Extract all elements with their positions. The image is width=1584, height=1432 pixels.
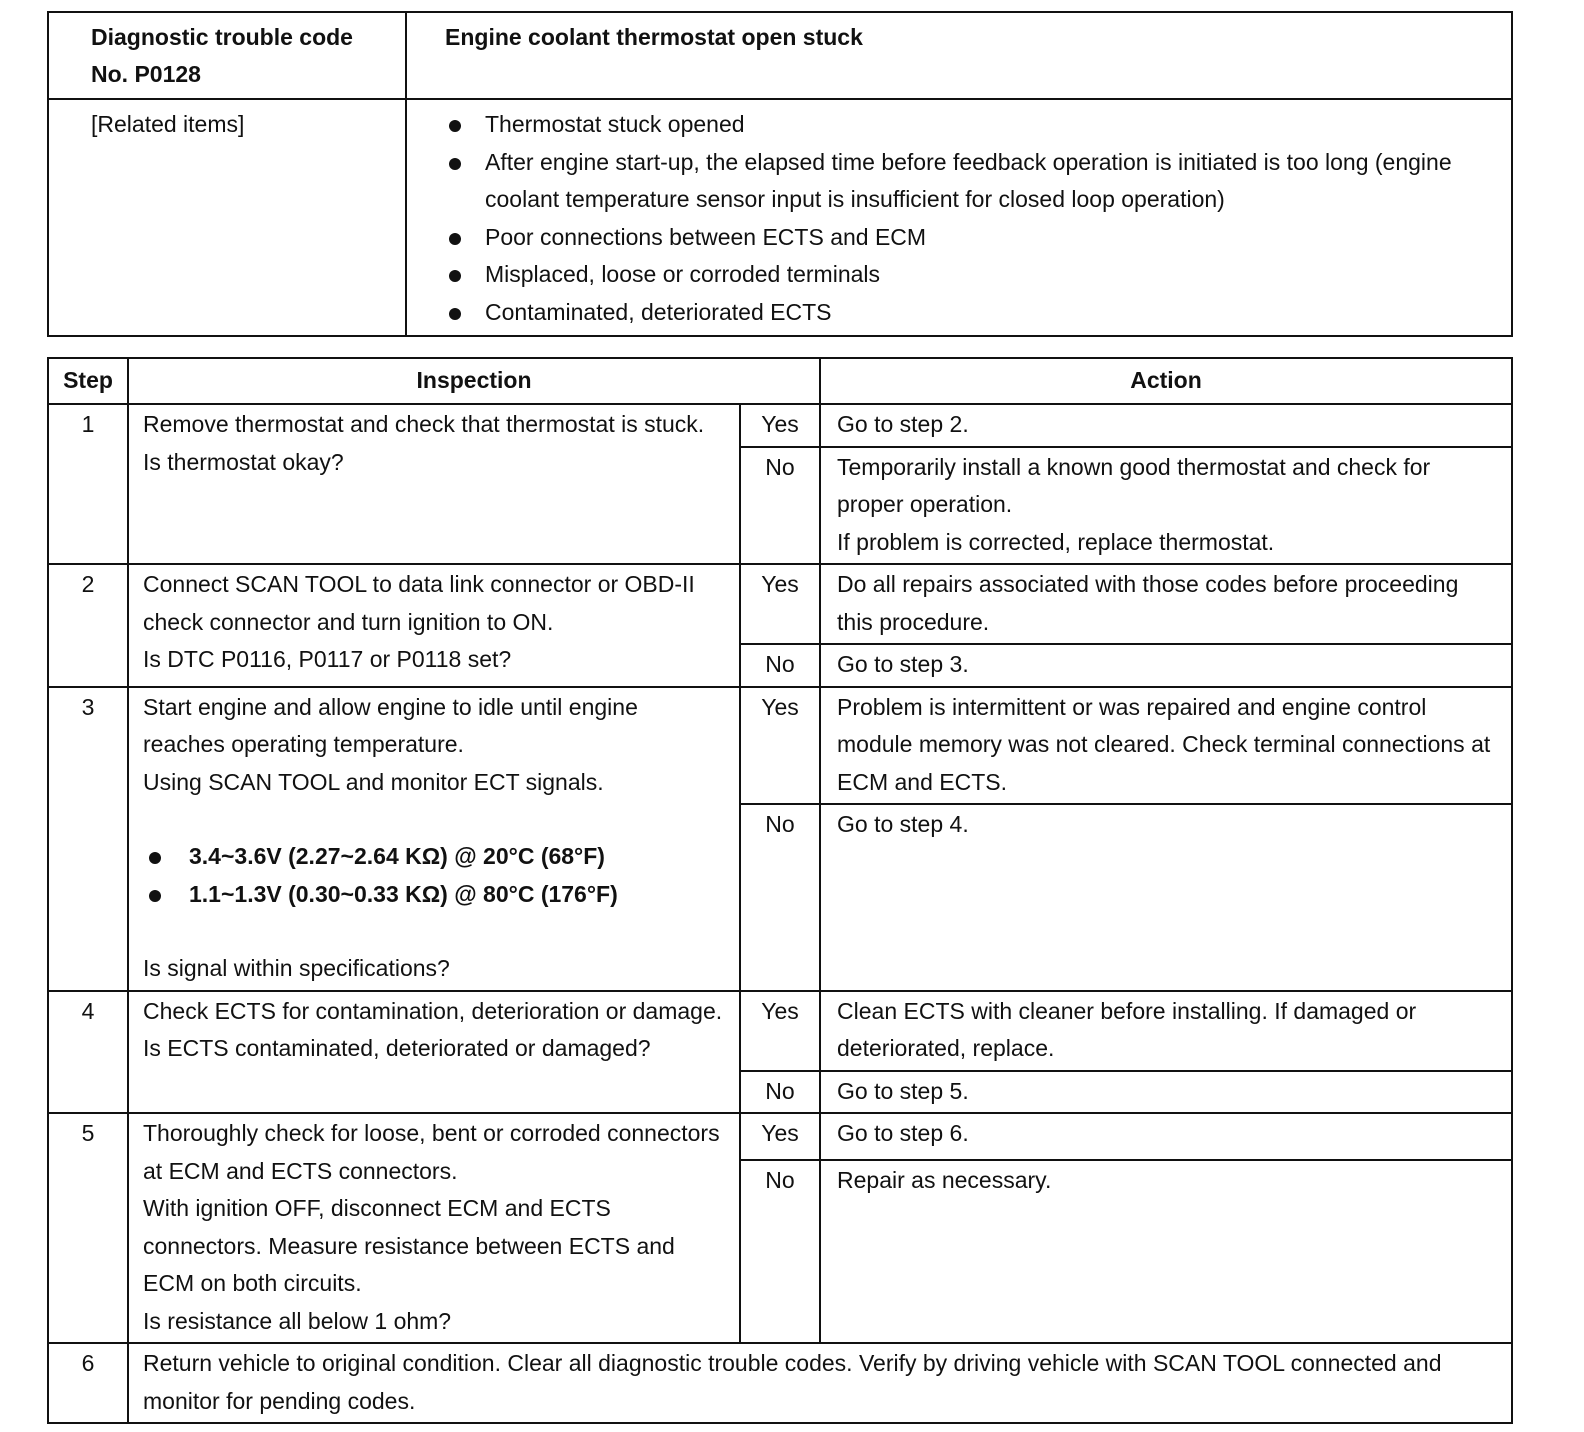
no-label: No bbox=[740, 1160, 820, 1343]
no-label: No bbox=[740, 804, 820, 991]
inspection-question: Is DTC P0116, P0117 or P0118 set? bbox=[143, 646, 512, 672]
no-action: Go to step 4. bbox=[820, 804, 1512, 991]
yes-action: Clean ECTS with cleaner before installing. If damaged or deteriorated, replace. bbox=[820, 991, 1512, 1071]
related-item: After engine start-up, the elapsed time before feedback operation is initiated is too long (engine coolant temperature sensor input is insufficient for closed loop operation) bbox=[445, 144, 1501, 219]
dtc-code-cell bbox=[48, 12, 406, 99]
related-item: Poor connections between ECTS and ECM bbox=[445, 219, 1501, 257]
spec-item: 1.1~1.3V (0.30~0.33 KΩ) @ 80°C (176°F) bbox=[143, 876, 725, 914]
step-inspection bbox=[128, 1113, 740, 1343]
dtc-label-line2: No. P0128 bbox=[91, 61, 201, 87]
step-number: 3 bbox=[48, 687, 128, 991]
no-action: Go to step 5. bbox=[820, 1071, 1512, 1114]
no-action bbox=[820, 447, 1512, 565]
yes-label: Yes bbox=[740, 991, 820, 1071]
related-item: Thermostat stuck opened bbox=[445, 106, 1501, 144]
dtc-label-line1: Diagnostic trouble code bbox=[91, 24, 353, 50]
step-row bbox=[48, 564, 1512, 644]
related-item: Contaminated, deteriorated ECTS bbox=[445, 294, 1501, 332]
yes-action: Do all repairs associated with those codes before proceeding this procedure. bbox=[820, 564, 1512, 644]
related-items-cell bbox=[406, 99, 1512, 336]
inspection-text: Remove thermostat and check that thermostat is stuck. bbox=[143, 411, 705, 437]
no-label: No bbox=[740, 1071, 820, 1114]
inspection-text: Connect SCAN TOOL to data link connector or OBD-II check connector and turn ignition to ON. bbox=[143, 571, 695, 635]
step-inspection bbox=[128, 564, 740, 687]
no-action: Go to step 3. bbox=[820, 644, 1512, 687]
related-item: Misplaced, loose or corroded terminals bbox=[445, 256, 1501, 294]
spec-list bbox=[143, 838, 725, 913]
step-number: 1 bbox=[48, 404, 128, 564]
step-number: 5 bbox=[48, 1113, 128, 1343]
yes-action: Problem is intermittent or was repaired and engine control module memory was not cleared. Check terminal connections at ECM and ECTS. bbox=[820, 687, 1512, 805]
inspection-text: With ignition OFF, disconnect ECM and ECTS connectors. Measure resistance between ECTS and ECM on both circuits. bbox=[143, 1195, 675, 1296]
dtc-header-row bbox=[48, 12, 1512, 99]
step-inspection bbox=[128, 991, 740, 1114]
yes-label: Yes bbox=[740, 687, 820, 805]
step-row bbox=[48, 1343, 1512, 1423]
no-action-text: If problem is corrected, replace thermostat. bbox=[837, 528, 1275, 555]
no-label: No bbox=[740, 447, 820, 565]
col-action-header: Action bbox=[820, 358, 1512, 404]
no-action-text: Temporarily install a known good thermostat and check for proper operation. bbox=[837, 453, 1431, 517]
inspection-question: Is resistance all below 1 ohm? bbox=[143, 1307, 452, 1334]
no-action: Repair as necessary. bbox=[820, 1160, 1512, 1343]
step-number: 4 bbox=[48, 991, 128, 1114]
step-row bbox=[48, 687, 1512, 805]
inspection-text: Check ECTS for contamination, deterioration or damage. bbox=[143, 997, 723, 1024]
step-row bbox=[48, 991, 1512, 1071]
step-full-text: Return vehicle to original condition. Clear all diagnostic trouble codes. Verify by driving vehicle with SCAN TOOL connected and monitor for pending codes. bbox=[128, 1343, 1512, 1423]
related-items-label: [Related items] bbox=[48, 99, 406, 336]
yes-label: Yes bbox=[740, 404, 820, 447]
yes-action: Go to step 2. bbox=[820, 404, 1512, 447]
spec-item: 3.4~3.6V (2.27~2.64 KΩ) @ 20°C (68°F) bbox=[143, 838, 725, 876]
col-inspection-header: Inspection bbox=[128, 358, 820, 404]
steps-header-row bbox=[48, 358, 1512, 404]
inspection-question: Is signal within specifications? bbox=[143, 955, 450, 981]
step-row bbox=[48, 1113, 1512, 1160]
step-row bbox=[48, 404, 1512, 447]
inspection-text: Thoroughly check for loose, bent or corroded connectors at ECM and ECTS connectors. bbox=[143, 1120, 720, 1184]
yes-label: Yes bbox=[740, 1113, 820, 1160]
yes-action: Go to step 6. bbox=[820, 1113, 1512, 1160]
diagnostic-steps-table bbox=[47, 357, 1513, 1424]
no-label: No bbox=[740, 644, 820, 687]
inspection-question: Is ECTS contaminated, deteriorated or damaged? bbox=[143, 1035, 651, 1061]
col-step-header: Step bbox=[48, 358, 128, 404]
step-number: 6 bbox=[48, 1343, 128, 1423]
step-inspection bbox=[128, 404, 740, 564]
step-inspection bbox=[128, 687, 740, 991]
related-items-list bbox=[445, 106, 1501, 331]
dtc-title: Engine coolant thermostat open stuck bbox=[406, 12, 1512, 99]
inspection-text: Using SCAN TOOL and monitor ECT signals. bbox=[143, 768, 604, 795]
inspection-text: Start engine and allow engine to idle until engine reaches operating temperature. bbox=[143, 693, 638, 757]
yes-label: Yes bbox=[740, 564, 820, 644]
related-items-row bbox=[48, 99, 1512, 336]
inspection-question: Is thermostat okay? bbox=[143, 448, 344, 475]
step-number: 2 bbox=[48, 564, 128, 687]
dtc-header-table bbox=[47, 11, 1513, 337]
